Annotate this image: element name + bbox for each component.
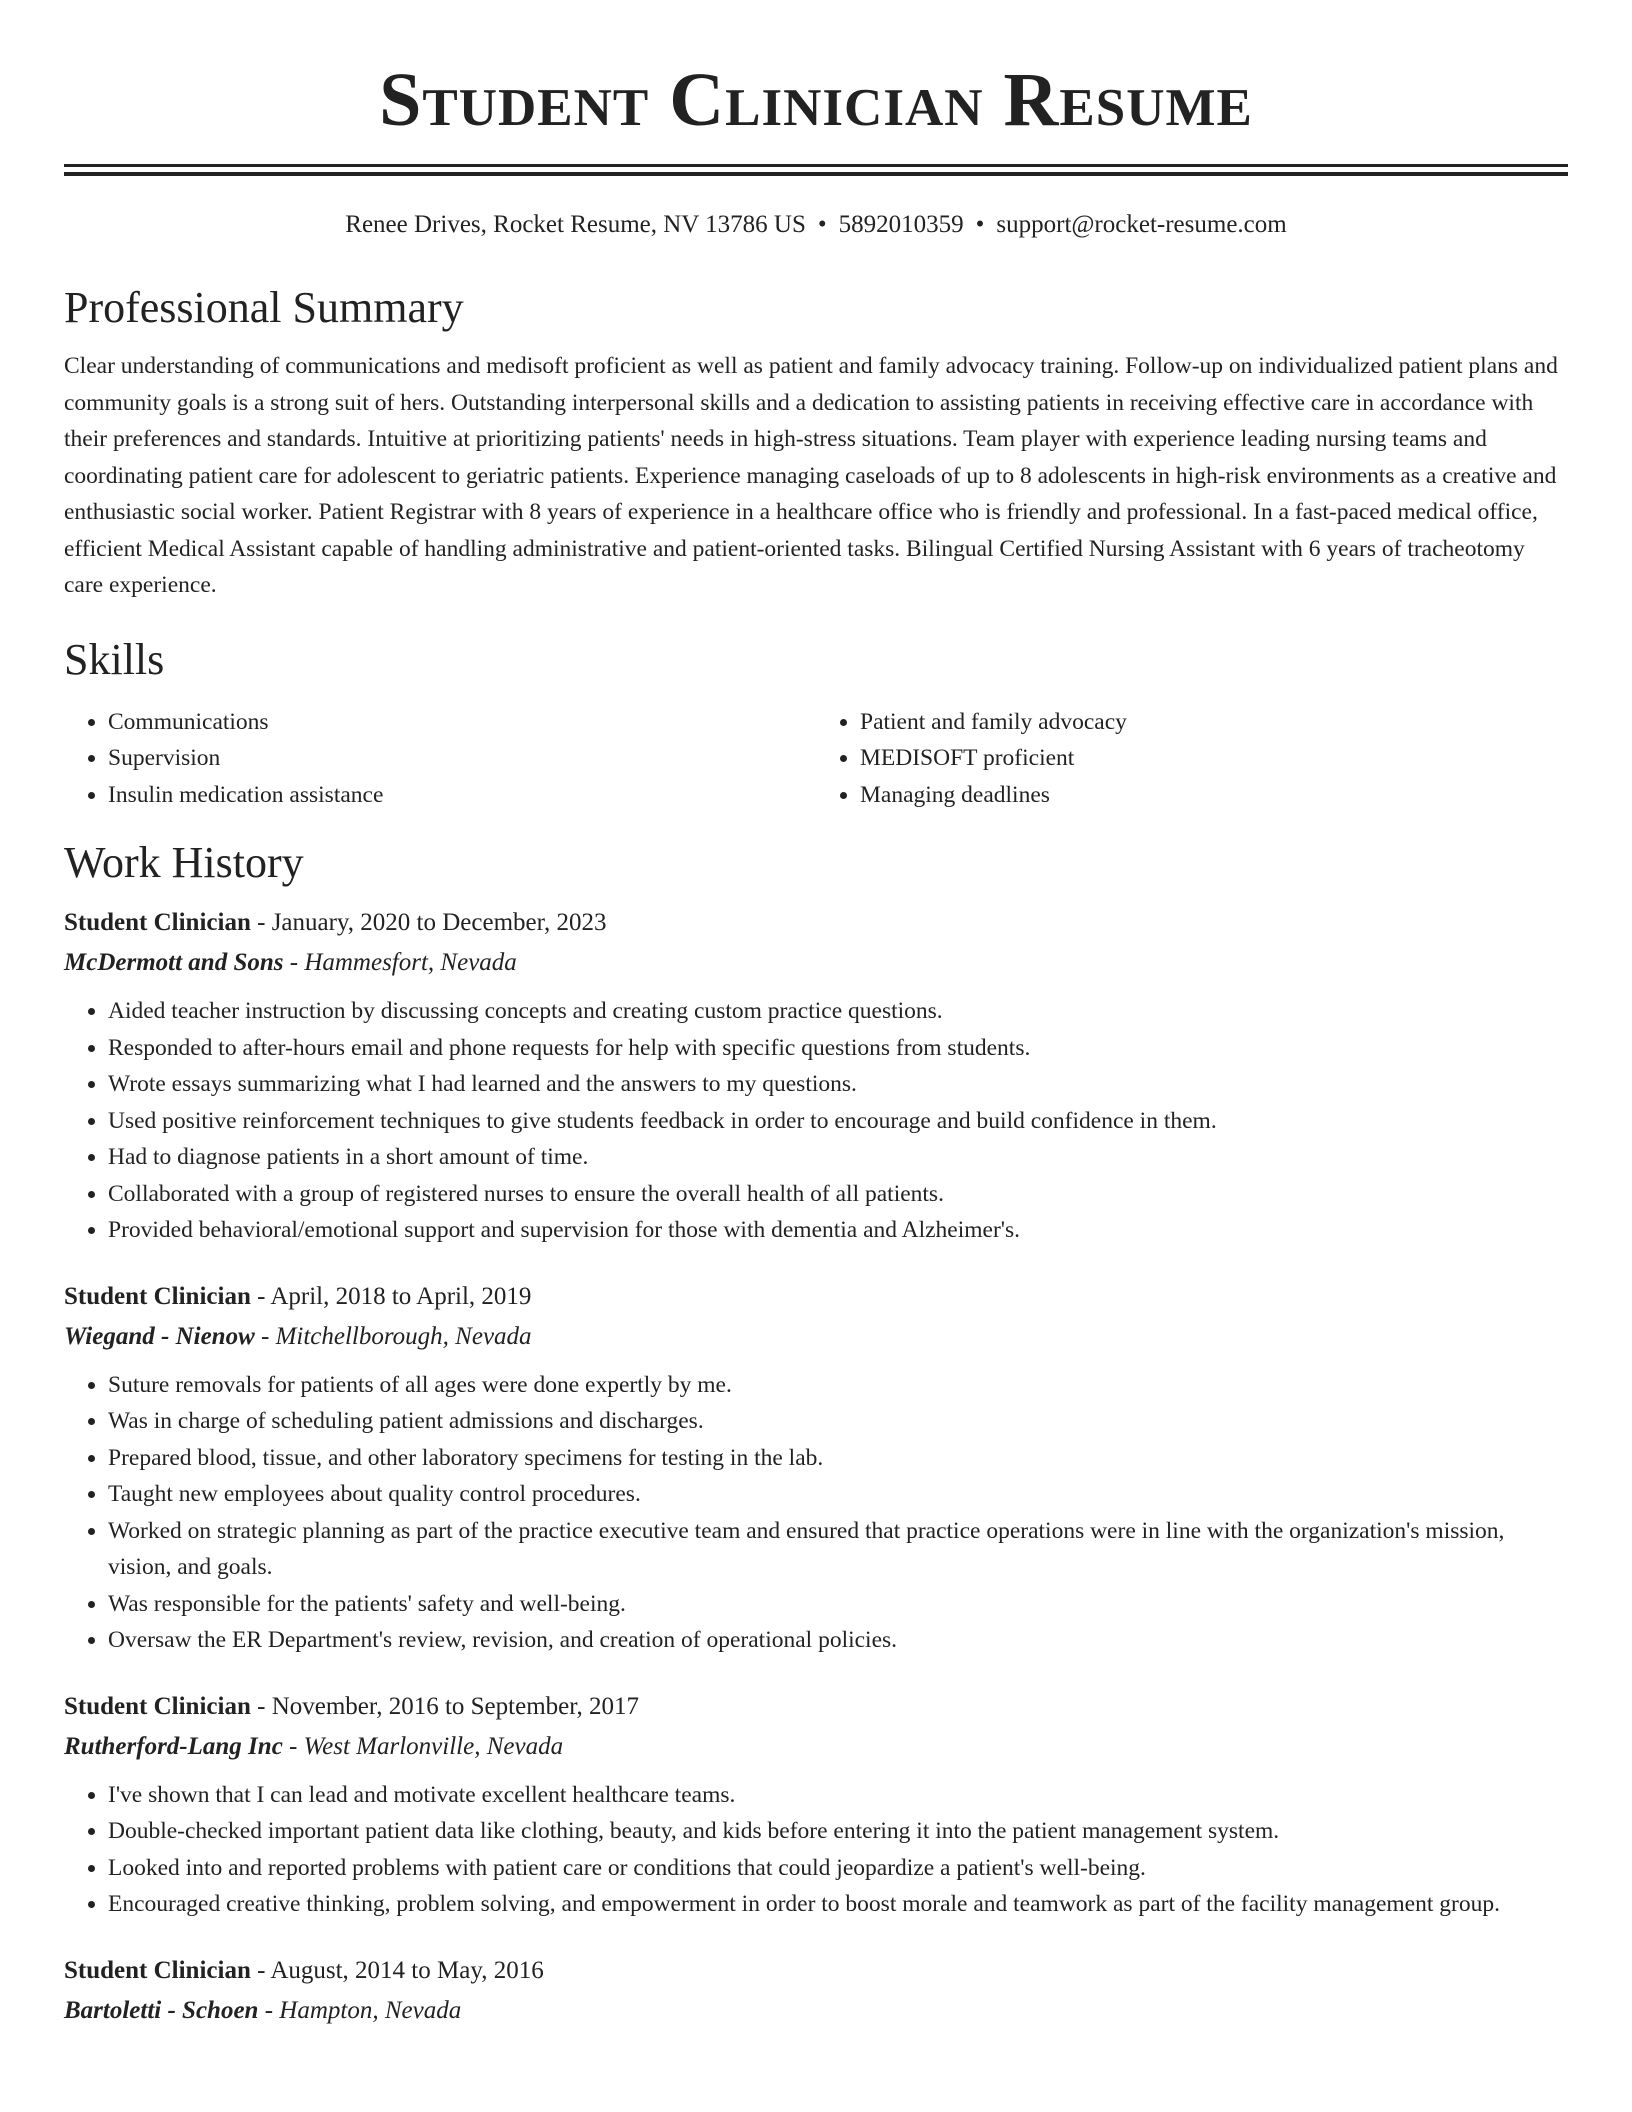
job-entry (64, 1277, 1568, 1659)
job-dash: - (254, 1322, 276, 1350)
job-location: West Marlonville, Nevada (303, 1732, 564, 1760)
company-line (64, 943, 1568, 983)
duty-item: • Taught new employees about quality control procedures. (108, 1476, 1568, 1513)
job-title-line (64, 1277, 1568, 1317)
job-duties (64, 1367, 1568, 1659)
duty-item: • Provided behavioral/emotional support and supervision for those with dementia and Alzheimer's. (108, 1212, 1568, 1249)
summary-text: Clear understanding of communications and medisoft proficient as well as patient and family advocacy training. Follow-up on individualized patient plans and community goals is a strong suit of hers. Outstanding interpersonal skills and a dedication to assisting patients in receiving effective care in accordance with their preferences and standards. Intuitive at prioritizing patients' needs in high-stress situations. Team player with experience leading nursing teams and coordinating patient care for adolescent to geriatric patients. Experience managing caseloads of up to 8 adolescents in high-risk environments as a creative and enthusiastic social worker. Patient Registrar with 8 years of experience in a healthcare office who is friendly and professional. In a fast-paced medical office, efficient Medical Assistant capable of handling administrative and patient-oriented tasks. Bilingual Certified Nursing Assistant with 6 years of tracheotomy care experience. (64, 353, 1558, 598)
job-title-line (64, 1687, 1568, 1727)
work-history-heading: Work History (64, 838, 304, 887)
skills-heading: Skills (64, 634, 165, 684)
job-dates: January, 2020 to December, 2023 (271, 909, 607, 936)
job-entry (64, 1687, 1568, 1923)
duty-item: • Worked on strategic planning as part of the practice executive team and ensured that practice operations were in line with the organization's mission, vision, and goals. (108, 1513, 1568, 1586)
job-location: Hammesfort, Nevada (304, 949, 517, 976)
job-location: Hampton, Nevada (279, 1996, 462, 2024)
job-title-line (64, 903, 1568, 943)
job-entry (64, 903, 1568, 1249)
job-location: Mitchellborough, Nevada (275, 1322, 532, 1350)
duty-item: • Was responsible for the patients' safety and well-being. (108, 1586, 1568, 1623)
duty-item: • Oversaw the ER Department's review, revision, and creation of operational policies. (108, 1622, 1568, 1659)
job-role: Student Clinician (64, 1956, 251, 1984)
job-title-line (64, 1951, 1568, 1991)
job-dash: - (250, 1956, 271, 1984)
job-dash: - (250, 1282, 271, 1310)
duty-item: • Suture removals for patients of all ages were done expertly by me. (108, 1367, 1568, 1404)
job-company: Rutherford-Lang Inc (64, 1732, 283, 1760)
job-dates: April, 2018 to April, 2019 (270, 1282, 532, 1310)
skill-item: • Managing deadlines (860, 777, 1568, 814)
duty-item: • Double-checked important patient data like clothing, beauty, and kids before entering it into the patient management system. (108, 1813, 1568, 1850)
summary-heading: Professional Summary (64, 283, 464, 332)
resume-title: Student Clinician Resume (379, 58, 1253, 142)
skill-item: • Communications (108, 704, 816, 741)
contact-email: support@rocket-resume.com (996, 211, 1287, 238)
duty-item: • Aided teacher instruction by discussing concepts and creating custom practice questions. (108, 993, 1568, 1030)
job-company: Bartoletti - Schoen (64, 1996, 259, 2024)
job-company: Wiegand - Nienow (64, 1322, 255, 1350)
duty-item: • Prepared blood, tissue, and other laboratory specimens for testing in the lab. (108, 1440, 1568, 1477)
skills-list (64, 704, 1568, 814)
skill-item: • Supervision (108, 740, 816, 777)
duty-item: • Collaborated with a group of registered nurses to ensure the overall health of all patients. (108, 1176, 1568, 1213)
skill-item: • Patient and family advocacy (860, 704, 1568, 741)
duty-item: • Looked into and reported problems with patient care or conditions that could jeopardize a patient's well-being. (108, 1850, 1568, 1887)
job-dash: - (250, 909, 272, 936)
job-dash: - (283, 949, 305, 976)
job-company: McDermott and Sons (64, 949, 284, 976)
title-double-rule (64, 164, 1568, 176)
job-dates: August, 2014 to May, 2016 (270, 1956, 544, 1984)
job-duties (64, 1777, 1568, 1923)
duty-item: • Encouraged creative thinking, problem solving, and empowerment in order to boost morale and teamwork as part of the facility management group. (108, 1886, 1568, 1923)
skill-item: • Insulin medication assistance (108, 777, 816, 814)
contact-line (64, 210, 1568, 240)
duty-item: • I've shown that I can lead and motivate excellent healthcare teams. (108, 1777, 1568, 1814)
job-dates: November, 2016 to September, 2017 (271, 1692, 640, 1720)
contact-separator: • (817, 211, 827, 238)
company-line (64, 1317, 1568, 1357)
company-line (64, 1991, 1568, 2031)
company-line (64, 1727, 1568, 1767)
job-duties (64, 993, 1568, 1249)
job-dash: - (282, 1732, 304, 1760)
skills-column-right (816, 704, 1568, 814)
contact-separator: • (975, 211, 985, 238)
job-entry (64, 1951, 1568, 2031)
duty-item: • Wrote essays summarizing what I had learned and the answers to my questions. (108, 1066, 1568, 1103)
contact-address: Renee Drives, Rocket Resume, NV 13786 US (345, 211, 806, 238)
skill-item: • MEDISOFT proficient (860, 740, 1568, 777)
job-dash: - (258, 1996, 280, 2024)
duty-item: • Used positive reinforcement techniques to give students feedback in order to encourage and build confidence in them. (108, 1103, 1568, 1140)
contact-phone: 5892010359 (838, 211, 964, 238)
job-role: Student Clinician (64, 1692, 251, 1720)
duty-item: • Responded to after-hours email and phone requests for help with specific questions from students. (108, 1030, 1568, 1067)
duty-item: • Had to diagnose patients in a short amount of time. (108, 1139, 1568, 1176)
job-role: Student Clinician (64, 1282, 251, 1310)
job-role: Student Clinician (64, 909, 251, 936)
duty-item: • Was in charge of scheduling patient admissions and discharges. (108, 1403, 1568, 1440)
skills-column-left (64, 704, 816, 814)
job-dash: - (250, 1692, 272, 1720)
